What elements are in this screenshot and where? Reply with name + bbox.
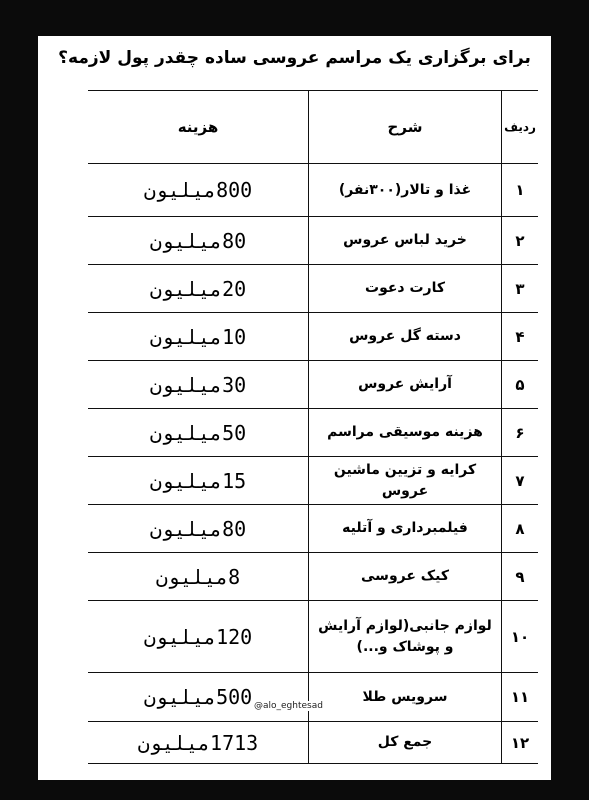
row-index-text: ۴	[515, 327, 525, 346]
row-cost-cell	[88, 313, 308, 360]
cost-table	[88, 90, 538, 764]
row-index-text: ۱۰	[510, 627, 530, 646]
row-description-cell	[308, 457, 502, 504]
row-description-text: فیلمبرداری و آتلیه	[342, 520, 468, 537]
row-cost-text: 120میلیون	[143, 624, 253, 649]
row-cost-text: 15میلیون	[149, 468, 247, 493]
row-description-cell	[308, 409, 502, 456]
row-index-text: ۸	[515, 519, 525, 538]
row-index-cell	[502, 505, 538, 552]
header-idx: ردیف	[504, 120, 536, 134]
row-description-text: آرایش عروس	[358, 376, 452, 393]
row-description-text: دسته گل عروس	[349, 328, 461, 345]
row-cost-cell	[88, 409, 308, 456]
row-index-text: ۱۱	[510, 688, 530, 706]
table-row	[88, 361, 538, 409]
row-description-text: کارت دعوت	[365, 280, 445, 297]
row-cost-cell	[88, 601, 308, 672]
row-cost-text: 10میلیون	[149, 324, 247, 349]
row-description-cell	[308, 673, 502, 721]
row-index-cell	[502, 164, 538, 216]
row-description-cell	[308, 505, 502, 552]
row-cost-text: 800میلیون	[143, 178, 253, 202]
table-row	[88, 265, 538, 313]
row-cost-cell	[88, 217, 308, 264]
row-index-text: ۷	[515, 471, 525, 490]
row-index-text: ۶	[515, 423, 525, 442]
row-index-cell	[502, 409, 538, 456]
row-cost-text: 8میلیون	[155, 564, 241, 589]
row-description-cell	[308, 265, 502, 312]
row-description-cell	[308, 722, 502, 763]
row-description-text: لوازم جانبی(لوازم آرایش و پوشاک و...)	[318, 618, 492, 655]
row-index-cell	[502, 457, 538, 504]
table-row	[88, 673, 538, 722]
table-header-row	[88, 90, 538, 164]
table-row	[88, 601, 538, 673]
row-cost-text: 80میلیون	[149, 516, 247, 541]
row-index-text: ۵	[515, 375, 525, 394]
row-cost-cell	[88, 722, 308, 763]
row-cost-cell	[88, 164, 308, 216]
row-description-text: هزینه موسیقی مراسم	[327, 424, 483, 441]
row-description-text: خرید لباس عروس	[343, 232, 467, 249]
row-index-cell	[502, 553, 538, 600]
table-row	[88, 313, 538, 361]
row-cost-text: 20میلیون	[149, 276, 247, 301]
table-row	[88, 457, 538, 505]
header-desc: شرح	[308, 91, 502, 163]
row-description-text: جمع کل	[377, 734, 433, 751]
row-index-cell	[502, 217, 538, 264]
row-cost-text: 1713میلیون	[137, 730, 259, 755]
row-index-text: ۲	[515, 231, 525, 250]
table-row	[88, 553, 538, 601]
row-description-text: سرویس طلا	[362, 688, 448, 705]
row-index-cell	[502, 361, 538, 408]
row-description-cell	[308, 164, 502, 216]
row-index-cell	[502, 722, 538, 763]
row-cost-text: 50میلیون	[149, 420, 247, 445]
row-cost-cell	[88, 265, 308, 312]
table-row	[88, 164, 538, 217]
watermark: @alo_eghtesad	[254, 701, 323, 711]
row-index-cell	[502, 265, 538, 312]
row-cost-text: 30میلیون	[149, 372, 247, 397]
row-description-cell	[308, 553, 502, 600]
row-cost-text: 80میلیون	[149, 228, 247, 253]
row-cost-text: 500میلیون	[143, 685, 253, 709]
row-cost-cell	[88, 673, 308, 721]
row-cost-cell	[88, 505, 308, 552]
table-body	[88, 164, 538, 764]
row-description-cell	[308, 313, 502, 360]
table-row	[88, 722, 538, 764]
table-row	[88, 409, 538, 457]
row-description-text: غذا و تالار(۳۰۰نفر)	[338, 181, 472, 198]
row-index-cell	[502, 601, 538, 672]
row-index-text: ۱	[515, 181, 525, 199]
row-description-cell	[308, 217, 502, 264]
row-index-text: ۱۲	[510, 733, 530, 752]
row-description-text: کیک عروسی	[361, 568, 449, 585]
table-row	[88, 217, 538, 265]
row-description-text: کرایه و تزیین ماشین عروس	[333, 462, 477, 499]
row-description-cell	[308, 361, 502, 408]
row-description-cell	[308, 601, 502, 672]
header-cost: هزینه	[177, 118, 219, 136]
row-cost-cell	[88, 361, 308, 408]
row-cost-cell	[88, 553, 308, 600]
document-sheet	[38, 36, 551, 780]
row-cost-cell	[88, 457, 308, 504]
row-index-text: ۹	[515, 567, 525, 586]
page-title: برای برگزاری یک مراسم عروسی ساده چقدر پول لازمه؟	[58, 48, 531, 68]
row-index-cell	[502, 313, 538, 360]
row-index-cell	[502, 673, 538, 721]
row-index-text: ۳	[515, 279, 525, 298]
table-row	[88, 505, 538, 553]
